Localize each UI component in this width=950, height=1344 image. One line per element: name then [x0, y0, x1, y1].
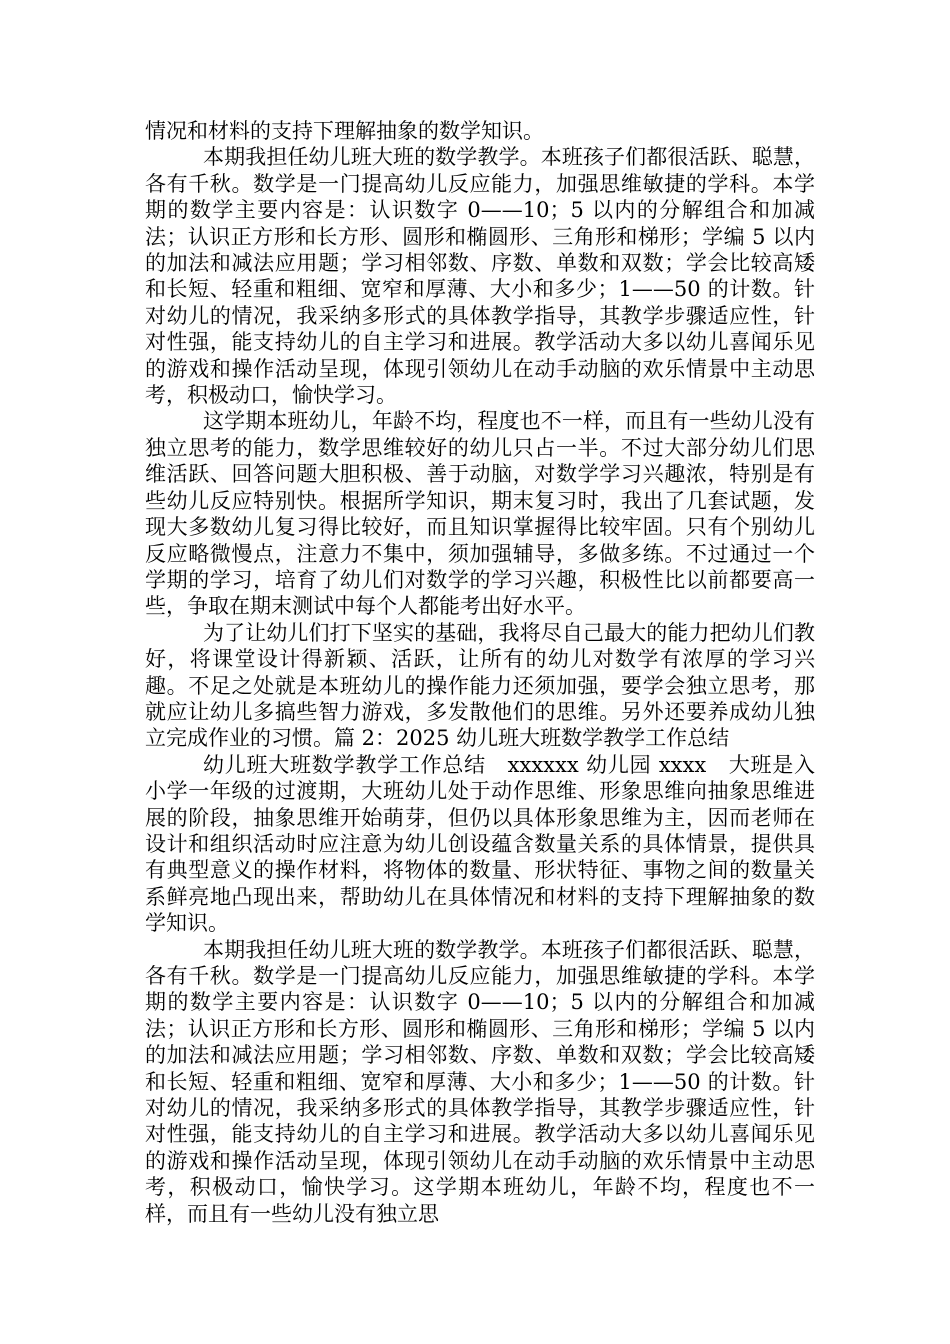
paragraph-teaching-overview: 本期我担任幼儿班大班的数学教学。本班孩子们都很活跃、聪慧，各有千秋。数学是一门提高幼儿反应能力，加强思维敏捷的学科。本学期的数学主要内容是：认识数字 0——10；5 以内的分解组合和加减法；认识正方形和长方形、圆形和椭圆形、三角形和梯形；学编 5 以内的加法和减法应用题；学习相邻数、序数、单数和双数；学会比较高矮和长短、轻重和粗细、宽窄和厚薄、大小和多少；1——50 的计数。针对幼儿的情况，我采纳多形式的具体教学指导，其教学步骤适应性，针对性强，能支持幼儿的自主学习和进展。教学活动大多以幼儿喜闻乐见的游戏和操作活动呈现，体现引领幼儿在动手动脑的欢乐情景中主动思考，积极动口，愉快学习。	[145, 145, 815, 408]
document-page	[145, 118, 815, 1227]
paragraph-class-situation: 这学期本班幼儿，年龄不均，程度也不一样，而且有一些幼儿没有独立思考的能力，数学思维较好的幼儿只占一半。不过大部分幼儿们思维活跃、回答问题大胆积极、善于动脑，对数学学习兴趣浓，特别是有些幼儿反应特别快。根据所学知识，期末复习时，我出了几套试题，发现大多数幼儿复习得比较好，而且知识掌握得比较牢固。只有个别幼儿反应略微慢点，注意力不集中，须加强辅导，多做多练。不过通过一个学期的学习，培育了幼儿们对数学的学习兴趣，积极性比以前都要高一些，争取在期末测试中每个人都能考出好水平。	[145, 409, 815, 619]
paragraph-continuation: 情况和材料的支持下理解抽象的数学知识。	[145, 119, 544, 143]
paragraph-section-two-intro: 幼儿班大班数学教学工作总结 xxxxxx 幼儿园 xxxx 大班是入小学一年级的过渡期，大班幼儿处于动作思维、形象思维向抽象思维进展的阶段，抽象思维开始萌芽，但仍以具体形象思维为主，因而老师在设计和组织活动时应注意为幼儿创设蕴含数量关系的具体情景，提供具有典型意义的操作材料，将物体的数量、形状特征、事物之间的数量关系鲜亮地凸现出来，帮助幼儿在具体情况和材料的支持下理解抽象的数学知识。	[145, 752, 815, 936]
paragraph-improvement-plan: 为了让幼儿们打下坚实的基础，我将尽自己最大的能力把幼儿们教好，将课堂设计得新颖、活跃，让所有的幼儿对数学有浓厚的学习兴趣。不足之处就是本班幼儿的操作能力还须加强，要学会独立思考，那就应让幼儿多搞些智力游戏，多发散他们的思维。另外还要养成幼儿独立完成作业的习惯。篇 2：2025 幼儿班大班数学教学工作总结	[145, 620, 815, 751]
paragraph-teaching-overview-repeat: 本期我担任幼儿班大班的数学教学。本班孩子们都很活跃、聪慧，各有千秋。数学是一门提高幼儿反应能力，加强思维敏捷的学科。本学期的数学主要内容是：认识数字 0——10；5 以内的分解组合和加减法；认识正方形和长方形、圆形和椭圆形、三角形和梯形；学编 5 以内的加法和减法应用题；学习相邻数、序数、单数和双数；学会比较高矮和长短、轻重和粗细、宽窄和厚薄、大小和多少；1——50 的计数。针对幼儿的情况，我采纳多形式的具体教学指导，其教学步骤适应性，针对性强，能支持幼儿的自主学习和进展。教学活动大多以幼儿喜闻乐见的游戏和操作活动呈现，体现引领幼儿在动手动脑的欢乐情景中主动思考，积极动口，愉快学习。这学期本班幼儿，年龄不均，程度也不一样，而且有一些幼儿没有独立思	[145, 937, 815, 1226]
